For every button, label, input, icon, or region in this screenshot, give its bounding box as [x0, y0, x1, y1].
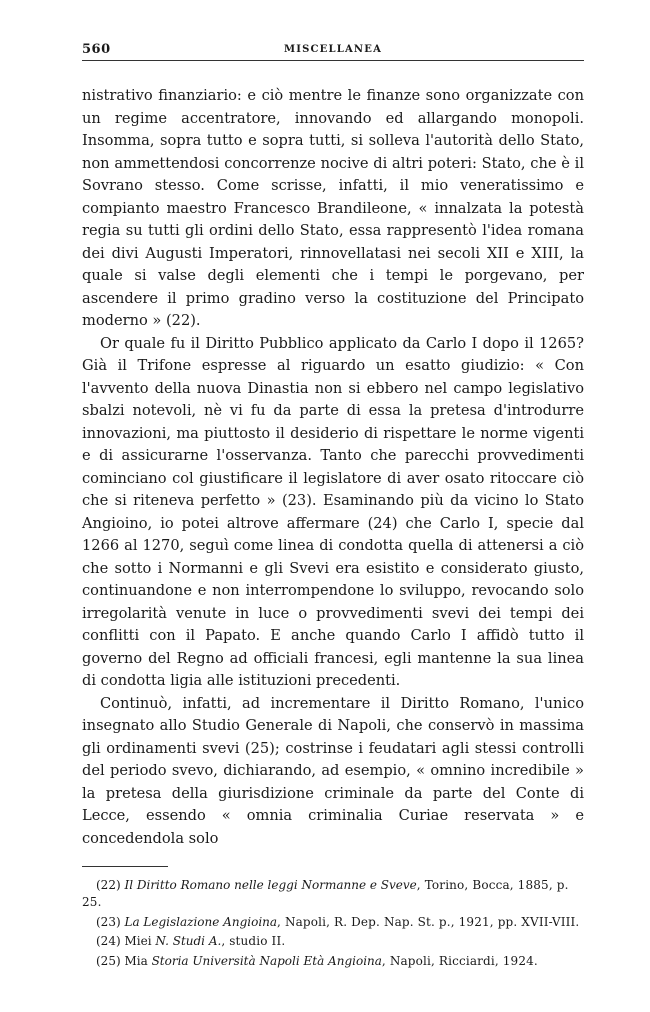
body-text — [82, 85, 584, 850]
footnote-divider — [82, 866, 168, 867]
footnote-details: , Torino, Bocca, 1885, p. 25. — [82, 878, 569, 910]
footnote — [82, 933, 584, 950]
section-title: MISCELLANEA — [283, 44, 383, 55]
footnote-work-title: Storia Università Napoli Età Angioina — [151, 953, 382, 968]
footnote-number: (23) — [96, 914, 121, 929]
footnote-prefix: Miei — [124, 934, 156, 949]
footnote — [82, 877, 584, 912]
footnote-work-title: N. Studi A. — [155, 934, 222, 949]
footnote — [82, 914, 584, 931]
running-head — [82, 40, 584, 61]
paragraph: Continuò, infatti, ad incrementare il Diritto Romano, l'unico insegnato allo Studio Generale di Napoli, che conservò in massima gli ordinamenti svevi (25); costrinse i feudatari agli stessi controlli del periodo svevo, dichiarando, ad esempio, « omnino incredibile » la pretesa della giurisdizione criminale da parte del Conte di Lecce, essendo « omnia criminalia Curiae reservata » e concedendola solo — [82, 694, 584, 847]
paragraph: Or quale fu il Diritto Pubblico applicato da Carlo I dopo il 1265? Già il Trifone espresse al riguardo un esatto giudizio: « Con l'avvento della nuova Dinastia non si ebbero nel campo legislativo sbalzi notevoli, nè vi fu da parte di essa la pretesa d'introdurre innovazioni, ma piuttosto il desiderio di rispettare le norme vigenti e di assicurarne l'osservanza. Tanto che parecchi provvedimenti cominciano col giustificare il legislatore di aver osato ritoccare ciò che si riteneva perfetto » (23). Esaminando più da vicino lo Stato Angioino, io potei altrove affermare (24) che Carlo I, specie dal 1266 al 1270, seguì come linea di condotta quella di attenersi a ciò che sotto i Normanni e gli Svevi era esistito e considerato giusto, continuandone e non interrompendone lo sviluppo, revocando solo irregolarità venute in luce o provvedimenti svevi dei tempi dei conflitti con il Papato. E anche quando Carlo I affidò tutto il governo del Regno ad officiali francesi, egli mantenne la sua linea di condotta ligia alle istituzioni precedenti. — [82, 334, 584, 689]
footnote-work-title: La Legislazione Angioina — [124, 914, 278, 929]
footnote-details: , studio II. — [221, 934, 286, 949]
paragraph: nistrativo finanziario: e ciò mentre le finanze sono organizzate con un regime accentratore, innovando ed allargando monopoli. Insomma, sopra tutto e sopra tutti, si solleva l'autorità dello Stato, non ammettendosi concorrenze nocive di altri poteri: Stato, che è il Sovrano stesso. Come scrisse, infatti, il mio veneratissimo e compianto maestro Francesco Brandileone, « innalzata la potestà regia su tutti gli ordini dello Stato, essa rappresentò l'idea romana dei divi Augusti Imperatori, rinnovellatasi nei secoli XII e XIII, la quale si valse degli elementi che i tempi le porgevano, per ascendere il primo gradino verso la costituzione del Principato moderno » (22). — [82, 87, 584, 329]
footnote-number: (24) — [96, 934, 121, 949]
footnote-work-title: Il Diritto Romano nelle leggi Normanne e Sveve — [124, 878, 417, 892]
footnotes — [82, 877, 584, 970]
footnote-prefix: Mia — [124, 953, 152, 968]
footnote-details: , Napoli, Ricciardi, 1924. — [381, 953, 538, 968]
book-page — [82, 40, 584, 972]
page-number: 560 — [82, 42, 111, 57]
footnote-number: (25) — [96, 953, 121, 968]
footnote-number: (22) — [96, 878, 121, 892]
footnote-details: , Napoli, R. Dep. Nap. St. p., 1921, pp. XVII-VIII. — [277, 914, 580, 929]
footnote — [82, 953, 584, 970]
